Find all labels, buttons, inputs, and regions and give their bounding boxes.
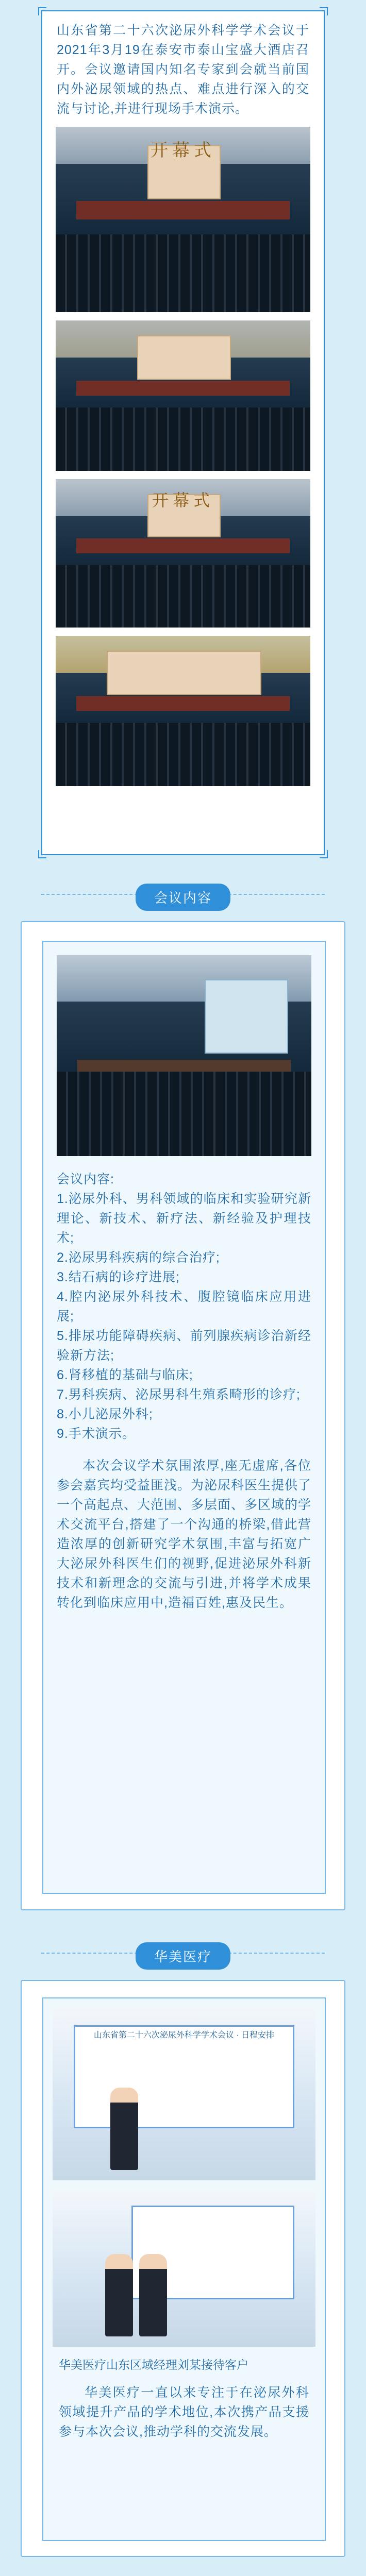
- meeting-content-frame: [42, 941, 326, 1894]
- audience: [56, 408, 310, 471]
- huamei-paragraph: 华美医疗一直以来专注于在泌尿外科领域提升产品的学术地位,本次携产品支援参与本次会议,推动学科的交流发展。: [59, 2385, 309, 2439]
- meeting-items: [57, 1170, 311, 1613]
- section-header-huamei: [0, 1937, 366, 1968]
- stage-screen: [137, 335, 231, 380]
- person: [105, 2254, 133, 2336]
- meeting-item: 7.男科疾病、泌尿男科生殖系畸形的诊疗;: [57, 1387, 301, 1402]
- meeting-item: 4.腔内泌尿外科技术、腹腔镜临床应用进展;: [57, 1290, 311, 1324]
- meeting-item: 8.小儿泌尿外科;: [57, 1407, 153, 1421]
- photo-title-text: 开幕式: [152, 491, 214, 510]
- audience: [56, 234, 310, 312]
- meeting-item: 2.泌尿男科疾病的综合治疗;: [57, 1250, 220, 1265]
- meeting-photo: [57, 955, 311, 1156]
- huamei-frame: [42, 1997, 326, 2541]
- person: [139, 2254, 167, 2336]
- meeting-content-box: [21, 921, 345, 1910]
- photo-caption: 华美医疗山东区域经理刘某接待客户: [59, 2358, 248, 2371]
- conference-photo-4: [56, 636, 310, 786]
- corner-decoration: [320, 850, 328, 858]
- section-title-meeting: 会议内容: [136, 884, 230, 911]
- person: [110, 2088, 138, 2170]
- corner-decoration: [320, 7, 328, 15]
- conference-photo-2: [56, 320, 310, 471]
- conference-photo-1: [56, 127, 310, 312]
- stage-screen: [107, 651, 261, 695]
- section-header-meeting: [0, 878, 366, 909]
- corner-decoration: [38, 7, 46, 15]
- meeting-item: 5.排尿功能障碍疾病、前列腺疾病诊治新经验新方法;: [57, 1329, 311, 1363]
- booth-photo-1: [53, 2008, 315, 2180]
- meeting-item: 3.结石病的诊疗进展;: [57, 1270, 180, 1284]
- stage: [76, 201, 290, 219]
- meeting-item: 1.泌尿外科、男科领域的临床和实验研究新理论、新技术、新疗法、新经验及护理技术;: [57, 1192, 311, 1245]
- huamei-box: [21, 1980, 345, 2557]
- intro-text: 山东省第二十六次泌尿外科学学术会议于2021年3月19在泰安市泰山宝盛大酒店召开。会议邀请国内知名专家到会就当前国内外泌尿领域的热点、难点进行深入的交流与讨论,并进行现场手术演示。: [57, 23, 309, 116]
- audience: [56, 723, 310, 786]
- board-title: 山东省第二十六次泌尿外科学学术会议 · 日程安排: [93, 2031, 275, 2040]
- meeting-item: 9.手术演示。: [57, 1427, 136, 1441]
- corner-decoration: [38, 850, 46, 858]
- stage: [76, 538, 290, 553]
- schedule-board: [74, 2025, 294, 2128]
- report-card: [41, 10, 325, 855]
- booth-photo-2: [53, 2190, 315, 2347]
- meeting-heading: 会议内容:: [57, 1172, 114, 1187]
- section-title-huamei: 华美医疗: [136, 1942, 230, 1970]
- audience: [56, 565, 310, 628]
- stage: [76, 696, 290, 711]
- photo-title-text: 开幕式: [151, 141, 215, 160]
- meeting-paragraph: 本次会议学术氛围浓厚,座无虚席,各位参会嘉宾均受益匪浅。为泌尿科医生提供了一个高起点、大范围、多层面、多区域的学术交流平台,搭建了一个沟通的桥梁,借此营造浓厚的创新研究学术氛围,丰富与拓宽广大泌尿外科医生们的视野,促进泌尿外科新技术和新理念的交流与引进,并将学术成果转化到临床应用中,造福百姓,惠及民生。: [57, 1459, 312, 1610]
- stage: [76, 381, 290, 396]
- audience: [57, 1072, 311, 1156]
- stage-screen: [205, 979, 288, 1054]
- meeting-item: 6.肾移植的基础与临床;: [57, 1368, 193, 1382]
- conference-photo-3: [56, 479, 310, 628]
